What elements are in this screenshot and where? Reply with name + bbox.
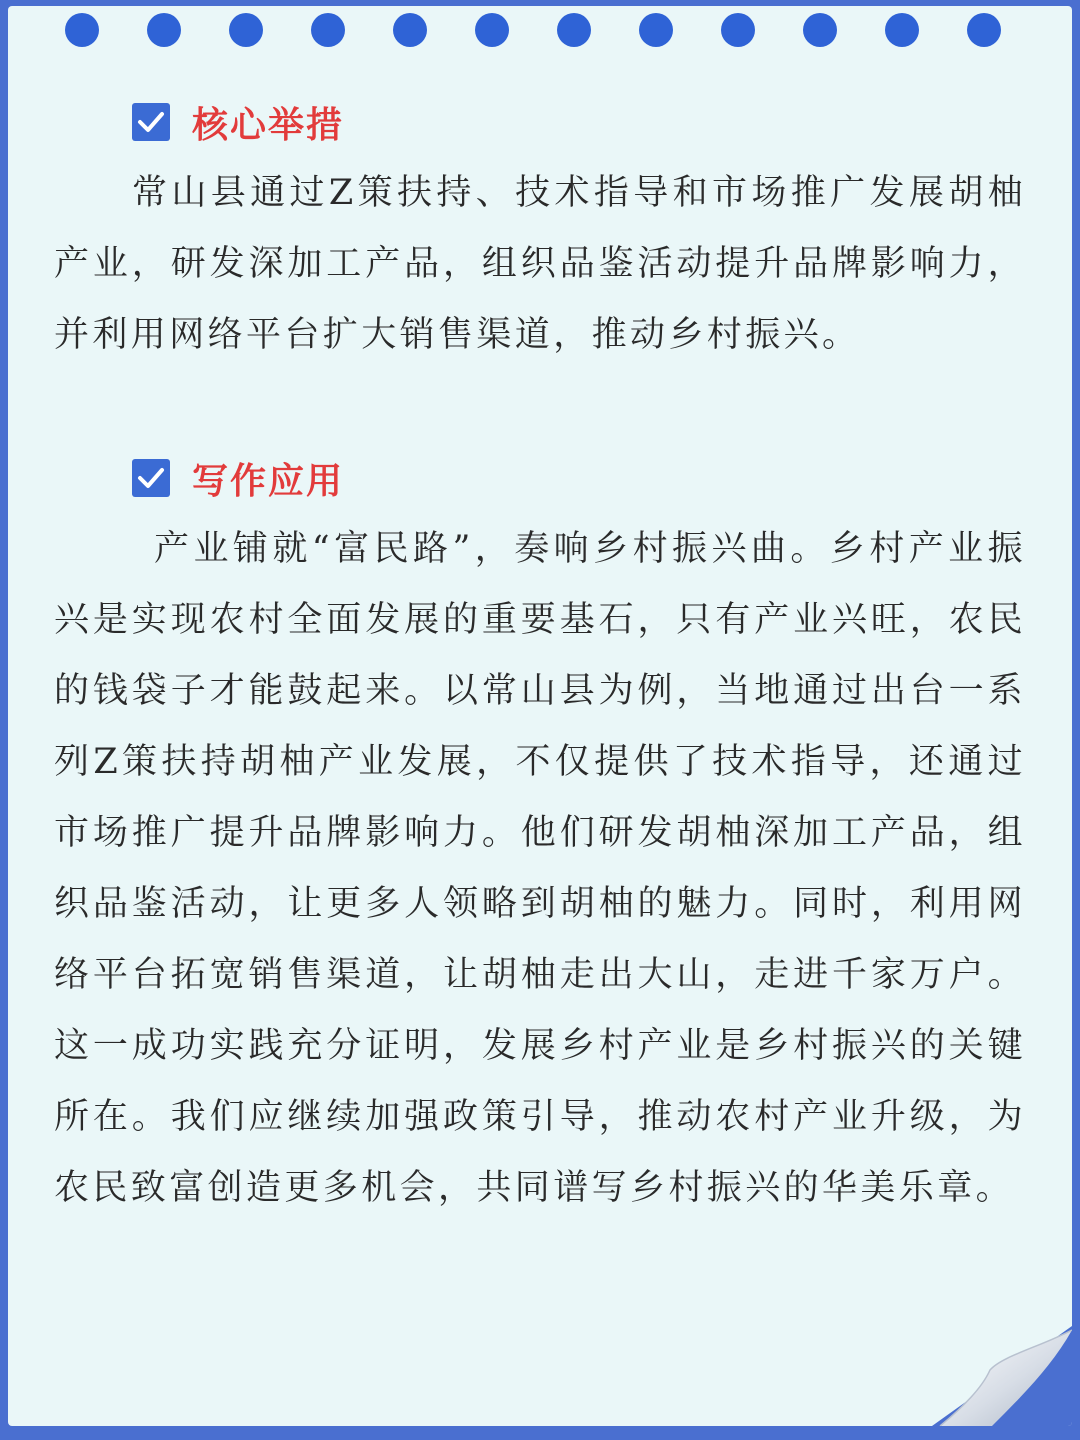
binding-hole <box>803 13 837 47</box>
checkbox-checked-icon <box>132 103 170 141</box>
section-body-core-measures: 常山县通过Z策扶持、技术指导和市场推广发展胡柚产业，研发深加工产品，组织品鉴活动提升品牌影响力，并利用网络平台扩大销售渠道，推动乡村振兴。 <box>54 173 1026 355</box>
section-heading-writing-application <box>132 456 344 500</box>
section-title: 核心举措 <box>192 104 345 146</box>
binding-hole <box>311 13 345 47</box>
notebook-page <box>8 6 1072 1426</box>
binding-hole <box>393 13 427 47</box>
binding-hole <box>475 13 509 47</box>
spiral-binding <box>8 6 1072 56</box>
binding-hole <box>147 13 181 47</box>
checkbox-checked-icon <box>132 459 170 497</box>
binding-hole <box>639 13 673 47</box>
section-title: 写作应用 <box>192 460 345 502</box>
section-heading-core-measures <box>132 100 344 144</box>
binding-hole <box>885 13 919 47</box>
binding-hole <box>557 13 591 47</box>
page-curl-decoration <box>932 1326 1072 1426</box>
binding-hole <box>65 13 99 47</box>
binding-hole <box>721 13 755 47</box>
section-body-writing-application: 产业铺就“富民路”，奏响乡村振兴曲。乡村产业振兴是实现农村全面发展的重要基石，只有产业兴旺，农民的钱袋子才能鼓起来。以常山县为例，当地通过出台一系列Z策扶持胡柚产业发展，不仅提供了技术指导，还通过市场推广提升品牌影响力。他们研发胡柚深加工产品，组织品鉴活动，让更多人领略到胡柚的魅力。同时，利用网络平台拓宽销售渠道，让胡柚走出大山，走进千家万户。这一成功实践充分证明，发展乡村产业是乡村振兴的关键所在。我们应继续加强政策引导，推动农村产业升级，为农民致富创造更多机会，共同谱写乡村振兴的华美乐章。 <box>54 529 1026 1208</box>
binding-hole <box>229 13 263 47</box>
binding-hole <box>967 13 1001 47</box>
